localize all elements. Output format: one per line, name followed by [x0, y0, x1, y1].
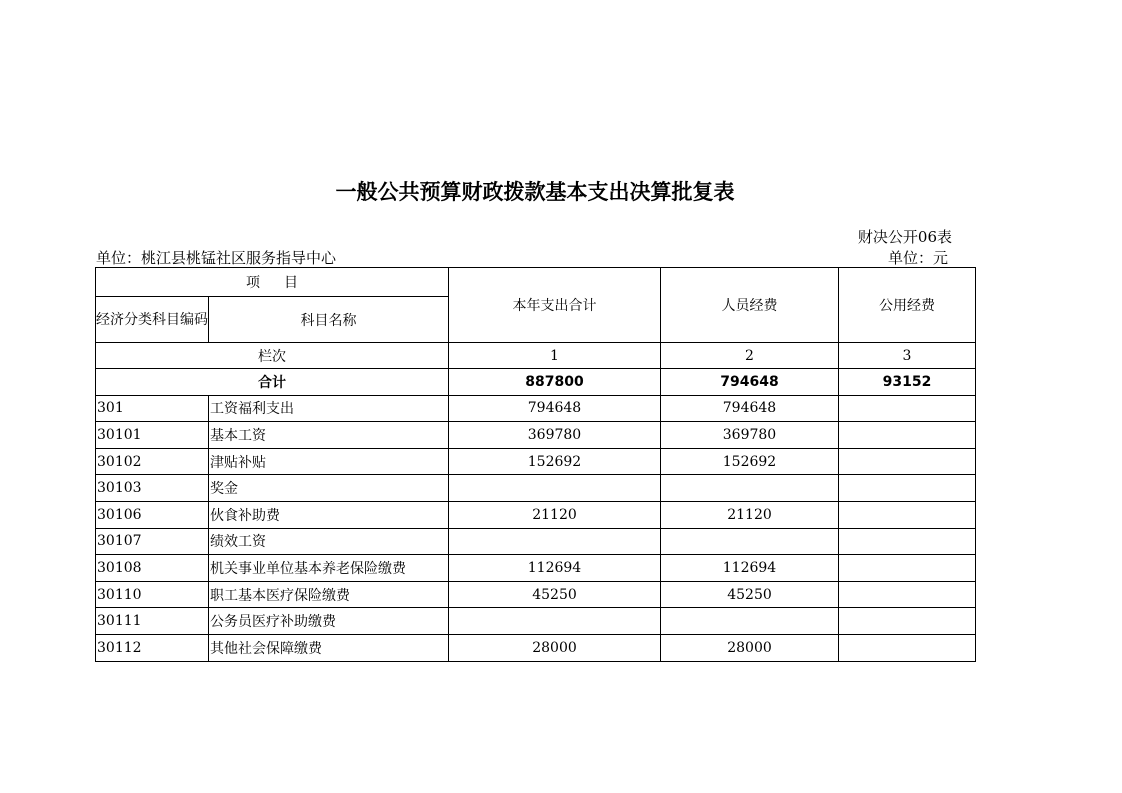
row-public: [839, 608, 976, 635]
row-personnel: [661, 608, 839, 635]
unit-currency: 单位：元: [887, 249, 948, 267]
total-personnel: 794648: [661, 369, 839, 396]
header-row-1: [96, 268, 976, 297]
row-personnel: 152692: [661, 448, 839, 475]
row-subject-name: 职工基本医疗保险缴费: [209, 581, 449, 608]
row-code: 301: [96, 395, 209, 422]
row-public: [839, 528, 976, 555]
row-public: [839, 555, 976, 582]
table-row: [96, 448, 976, 475]
table-row: [96, 475, 976, 502]
row-subject-name: 基本工资: [209, 422, 449, 449]
row-personnel: 21120: [661, 501, 839, 528]
header-public: 公用经费: [839, 268, 976, 343]
row-subject-name: 工资福利支出: [209, 395, 449, 422]
row-code: 30110: [96, 581, 209, 608]
total-label: 合计: [96, 369, 449, 396]
row-subject-name: 其他社会保障缴费: [209, 634, 449, 661]
row-code: 30103: [96, 475, 209, 502]
row-public: [839, 501, 976, 528]
row-code: 30111: [96, 608, 209, 635]
row-personnel: 45250: [661, 581, 839, 608]
row-total: [449, 475, 661, 502]
row-total: 21120: [449, 501, 661, 528]
row-code: 30107: [96, 528, 209, 555]
row-total: [449, 528, 661, 555]
row-personnel: 112694: [661, 555, 839, 582]
header-econ-code: 经济分类科目编码: [96, 297, 209, 343]
row-public: [839, 634, 976, 661]
column-number-2: 2: [661, 343, 839, 369]
column-order-row: [96, 343, 976, 369]
row-subject-name: 机关事业单位基本养老保险缴费: [209, 555, 449, 582]
budget-table: [95, 267, 976, 662]
row-subject-name: 奖金: [209, 475, 449, 502]
row-total: 112694: [449, 555, 661, 582]
column-number-1: 1: [449, 343, 661, 369]
table-row: [96, 634, 976, 661]
row-code: 30112: [96, 634, 209, 661]
row-code: 30102: [96, 448, 209, 475]
row-subject-name: 伙食补助费: [209, 501, 449, 528]
total-row: [96, 369, 976, 396]
row-code: 30106: [96, 501, 209, 528]
report-title: 一般公共预算财政拨款基本支出决算批复表: [335, 180, 735, 204]
row-personnel: [661, 475, 839, 502]
row-personnel: 794648: [661, 395, 839, 422]
header-personnel: 人员经费: [661, 268, 839, 343]
row-personnel: [661, 528, 839, 555]
table-row: [96, 501, 976, 528]
row-total: 45250: [449, 581, 661, 608]
row-total: 794648: [449, 395, 661, 422]
total-sum: 887800: [449, 369, 661, 396]
header-subject-name: 科目名称: [209, 297, 449, 343]
row-total: [449, 608, 661, 635]
table-row: [96, 528, 976, 555]
row-subject-name: 绩效工资: [209, 528, 449, 555]
row-code: 30101: [96, 422, 209, 449]
table-row: [96, 395, 976, 422]
row-total: 369780: [449, 422, 661, 449]
row-subject-name: 公务员医疗补助缴费: [209, 608, 449, 635]
table-row: [96, 581, 976, 608]
row-public: [839, 581, 976, 608]
table-row: [96, 422, 976, 449]
row-total: 152692: [449, 448, 661, 475]
table-row: [96, 608, 976, 635]
table-row: [96, 555, 976, 582]
row-code: 30108: [96, 555, 209, 582]
column-order-label: 栏次: [96, 343, 449, 369]
total-public: 93152: [839, 369, 976, 396]
unit-organization: 单位：桃江县桃锰社区服务指导中心: [96, 249, 337, 267]
row-total: 28000: [449, 634, 661, 661]
row-public: [839, 395, 976, 422]
row-subject-name: 津贴补贴: [209, 448, 449, 475]
row-public: [839, 422, 976, 449]
row-public: [839, 475, 976, 502]
row-personnel: 28000: [661, 634, 839, 661]
header-item: 项目: [96, 268, 449, 297]
row-public: [839, 448, 976, 475]
header-total: 本年支出合计: [449, 268, 661, 343]
form-number: 财决公开06表: [857, 228, 952, 246]
row-personnel: 369780: [661, 422, 839, 449]
column-number-3: 3: [839, 343, 976, 369]
